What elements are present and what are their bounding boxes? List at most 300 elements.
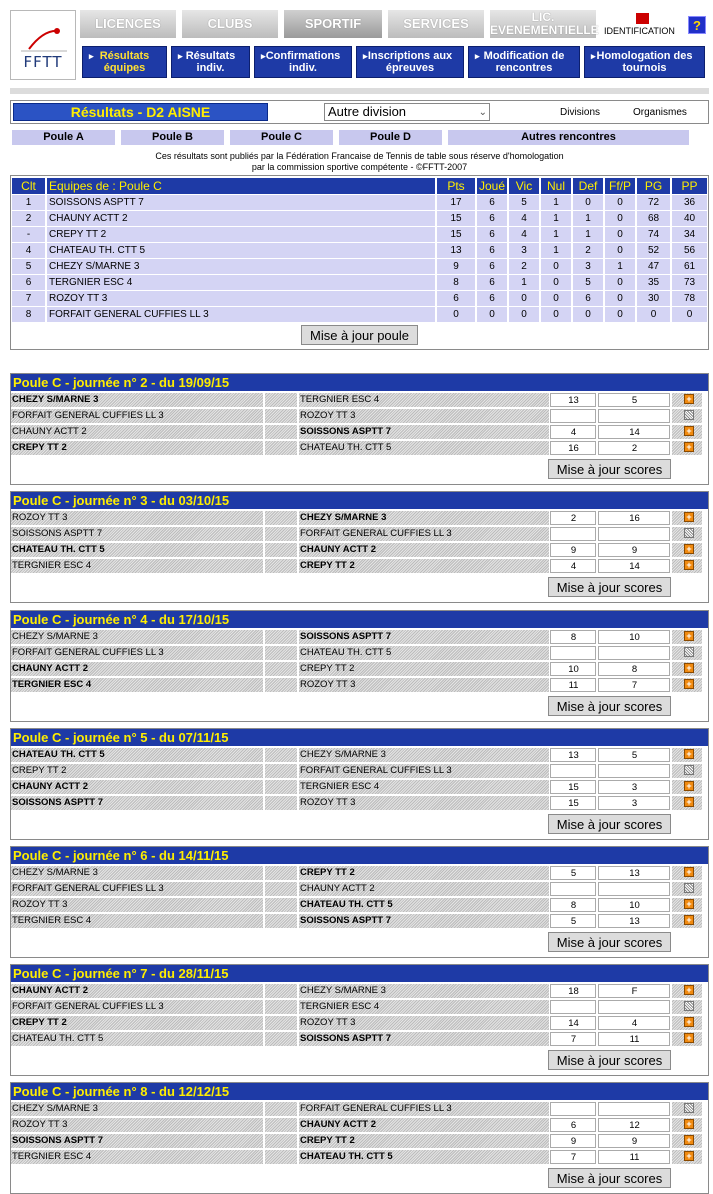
homologation-notice [10, 151, 709, 173]
division-bar [10, 100, 709, 124]
ranking-cell-points-lost: 36 [672, 195, 707, 210]
ranking-cell-played: 6 [477, 195, 507, 210]
ranking-cell-rank: 7 [12, 291, 45, 306]
match-detail-plus-icon[interactable]: + [684, 512, 694, 522]
match-detail-plus-icon[interactable]: + [684, 426, 694, 436]
journee-block [10, 964, 709, 1076]
journee-block [10, 728, 709, 840]
team-away: TERGNIER ESC 4 [299, 1000, 549, 1014]
tab-poule-a[interactable]: Poule A [12, 130, 115, 145]
row-spacer [265, 678, 297, 692]
no-detail-icon [684, 528, 694, 538]
journee-title: Poule C - journée n° 5 - du 07/11/15 [11, 729, 708, 746]
match-row [11, 1150, 708, 1165]
row-spacer [265, 630, 297, 644]
score-away: F [598, 984, 670, 998]
score-away [598, 646, 670, 660]
nav-clubs[interactable]: CLUBS [182, 10, 278, 38]
match-row [11, 511, 708, 526]
update-scores-button[interactable]: Mise à jour scores [548, 814, 671, 834]
match-row [11, 559, 708, 574]
subnav-confirmations-indiv[interactable]: ▸ Confirmations indiv. [254, 46, 352, 78]
match-detail-plus-icon[interactable]: + [684, 749, 694, 759]
score-home [550, 764, 596, 778]
header-divider [10, 88, 709, 94]
match-detail-plus-icon[interactable]: + [684, 985, 694, 995]
journee-title: Poule C - journée n° 2 - du 19/09/15 [11, 374, 708, 391]
team-home: ROZOY TT 3 [11, 511, 263, 525]
team-home: FORFAIT GENERAL CUFFIES LL 3 [11, 409, 263, 423]
match-row [11, 646, 708, 661]
match-detail-plus-icon[interactable]: + [684, 394, 694, 404]
score-home: 4 [550, 559, 596, 573]
ranking-cell-rank: 6 [12, 275, 45, 290]
score-home: 10 [550, 662, 596, 676]
ranking-cell-points: 15 [437, 211, 475, 226]
update-scores-button[interactable]: Mise à jour scores [548, 696, 671, 716]
nav-sportif[interactable]: SPORTIF [284, 10, 382, 38]
match-detail-plus-icon[interactable]: + [684, 781, 694, 791]
row-spacer [265, 796, 297, 810]
match-row [11, 662, 708, 677]
subnav-inscriptions-epreuves[interactable]: ▸ Inscriptions aux épreuves [356, 46, 464, 78]
score-home: 7 [550, 1032, 596, 1046]
match-detail-plus-icon[interactable]: + [684, 1033, 694, 1043]
row-spacer [265, 425, 297, 439]
team-away: SOISSONS ASPTT 7 [299, 914, 549, 928]
match-detail-plus-icon[interactable]: + [684, 797, 694, 807]
row-spacer [265, 1032, 297, 1046]
notice-line-2: par la commission sportive compétente - ©FFTT-2007 [251, 162, 468, 172]
ranking-cell-points-won: 30 [637, 291, 670, 306]
row-spacer [265, 1118, 297, 1132]
ranking-header-forfeits: Ff/P [605, 178, 635, 194]
update-scores-button[interactable]: Mise à jour scores [548, 1050, 671, 1070]
team-away: ROZOY TT 3 [299, 796, 549, 810]
team-home: SOISSONS ASPTT 7 [11, 1134, 263, 1148]
score-home: 13 [550, 393, 596, 407]
score-away: 10 [598, 898, 670, 912]
no-detail-icon [684, 1103, 694, 1113]
ranking-row [12, 227, 707, 242]
ranking-cell-wins: 4 [509, 211, 539, 226]
ranking-row [12, 291, 707, 306]
team-home: FORFAIT GENERAL CUFFIES LL 3 [11, 882, 263, 896]
ranking-header-points-lost: PP [672, 178, 707, 194]
ranking-cell-defeats: 0 [573, 195, 603, 210]
no-detail-icon [684, 647, 694, 657]
ranking-header-defeats: Def [573, 178, 603, 194]
ranking-row [12, 307, 707, 322]
fftt-logo[interactable] [10, 10, 76, 80]
score-away: 3 [598, 780, 670, 794]
row-spacer [265, 409, 297, 423]
team-home: CHEZY S/MARNE 3 [11, 630, 263, 644]
tab-autres-rencontres[interactable]: Autres rencontres [448, 130, 689, 145]
match-detail-plus-icon[interactable]: + [684, 1151, 694, 1161]
update-poule-button[interactable]: Mise à jour poule [301, 325, 418, 345]
ranking-cell-points-won: 74 [637, 227, 670, 242]
ranking-cell-points: 15 [437, 227, 475, 242]
match-detail-plus-icon[interactable]: + [684, 442, 694, 452]
ranking-cell-team: CHEZY S/MARNE 3 [47, 259, 435, 274]
ranking-cell-forfeits: 0 [605, 291, 635, 306]
ranking-cell-wins: 3 [509, 243, 539, 258]
match-row [11, 1102, 708, 1117]
score-home: 8 [550, 630, 596, 644]
match-row [11, 748, 708, 763]
ranking-cell-team: SOISSONS ASPTT 7 [47, 195, 435, 210]
ranking-cell-played: 6 [477, 227, 507, 242]
row-spacer [265, 914, 297, 928]
team-away: ROZOY TT 3 [299, 409, 549, 423]
subnav-resultats-indiv[interactable]: ▸ Résultats indiv. [171, 46, 250, 78]
row-spacer [265, 559, 297, 573]
journee-title: Poule C - journée n° 6 - du 14/11/15 [11, 847, 708, 864]
notice-line-1: Ces résultats sont publiés par la Fédération Francaise de Tennis de table sous réserve d'homologation [155, 151, 564, 161]
ranking-cell-wins: 4 [509, 227, 539, 242]
ranking-cell-team: FORFAIT GENERAL CUFFIES LL 3 [47, 307, 435, 322]
row-spacer [265, 780, 297, 794]
journee-title: Poule C - journée n° 7 - du 28/11/15 [11, 965, 708, 982]
update-scores-button[interactable]: Mise à jour scores [548, 932, 671, 952]
score-away: 11 [598, 1150, 670, 1164]
match-detail-plus-icon[interactable]: + [684, 679, 694, 689]
ranking-cell-defeats: 1 [573, 227, 603, 242]
ranking-cell-points-won: 52 [637, 243, 670, 258]
ranking-cell-rank: 4 [12, 243, 45, 258]
score-away: 14 [598, 425, 670, 439]
team-home: SOISSONS ASPTT 7 [11, 796, 263, 810]
team-home: CHATEAU TH. CTT 5 [11, 1032, 263, 1046]
subnav-homologation-tournois[interactable]: ▸ Homologation des tournois [584, 46, 705, 78]
ranking-cell-team: TERGNIER ESC 4 [47, 275, 435, 290]
nav-lic-evenementielle[interactable]: LIC. EVENEMENTIELLE [490, 10, 599, 37]
journee-block [10, 373, 709, 485]
row-spacer [265, 1134, 297, 1148]
match-detail-plus-icon[interactable]: + [684, 1017, 694, 1027]
score-home [550, 409, 596, 423]
team-home: CHEZY S/MARNE 3 [11, 393, 263, 407]
score-home: 13 [550, 748, 596, 762]
ranking-cell-wins: 1 [509, 275, 539, 290]
ranking-cell-points-won: 0 [637, 307, 670, 322]
row-spacer [265, 1150, 297, 1164]
score-home: 15 [550, 780, 596, 794]
ranking-cell-forfeits: 0 [605, 195, 635, 210]
score-away: 8 [598, 662, 670, 676]
team-away: TERGNIER ESC 4 [299, 780, 549, 794]
journee-block [10, 846, 709, 958]
ranking-cell-defeats: 0 [573, 307, 603, 322]
team-home: CREPY TT 2 [11, 441, 263, 455]
ranking-cell-played: 6 [477, 211, 507, 226]
ranking-cell-points: 17 [437, 195, 475, 210]
row-spacer [265, 748, 297, 762]
team-home: SOISSONS ASPTT 7 [11, 527, 263, 541]
ranking-cell-points-won: 47 [637, 259, 670, 274]
score-home: 6 [550, 1118, 596, 1132]
score-home: 4 [550, 425, 596, 439]
team-home: CHATEAU TH. CTT 5 [11, 748, 263, 762]
score-home: 14 [550, 1016, 596, 1030]
team-away: CHATEAU TH. CTT 5 [299, 646, 549, 660]
team-home: TERGNIER ESC 4 [11, 914, 263, 928]
row-spacer [265, 511, 297, 525]
match-row [11, 543, 708, 558]
ranking-cell-points-lost: 73 [672, 275, 707, 290]
team-away: CREPY TT 2 [299, 662, 549, 676]
team-away: FORFAIT GENERAL CUFFIES LL 3 [299, 527, 549, 541]
ranking-cell-defeats: 1 [573, 211, 603, 226]
match-row [11, 898, 708, 913]
match-row [11, 780, 708, 795]
ranking-cell-rank: - [12, 227, 45, 242]
team-home: CHAUNY ACTT 2 [11, 425, 263, 439]
team-away: ROZOY TT 3 [299, 1016, 549, 1030]
team-away: CREPY TT 2 [299, 1134, 549, 1148]
update-scores-button[interactable]: Mise à jour scores [548, 459, 671, 479]
ranking-cell-team: CREPY TT 2 [47, 227, 435, 242]
row-spacer [265, 984, 297, 998]
division-select-value: Autre division [328, 104, 407, 119]
ranking-cell-played: 6 [477, 259, 507, 274]
team-away: SOISSONS ASPTT 7 [299, 425, 549, 439]
ranking-cell-points: 0 [437, 307, 475, 322]
row-spacer [265, 1102, 297, 1116]
match-detail-plus-icon[interactable]: + [684, 899, 694, 909]
team-away: CHEZY S/MARNE 3 [299, 748, 549, 762]
team-away: CHAUNY ACTT 2 [299, 882, 549, 896]
match-row [11, 527, 708, 542]
score-away: 5 [598, 393, 670, 407]
score-away: 9 [598, 1134, 670, 1148]
divisions-link[interactable]: Divisions [560, 107, 601, 118]
ranking-cell-wins: 0 [509, 307, 539, 322]
nav-services[interactable]: SERVICES [388, 10, 484, 38]
ranking-cell-defeats: 6 [573, 291, 603, 306]
score-home: 15 [550, 796, 596, 810]
ranking-cell-wins: 5 [509, 195, 539, 210]
score-away [598, 527, 670, 541]
ranking-header-team: Equipes de : Poule C [47, 178, 435, 194]
identification-icon[interactable] [636, 13, 649, 24]
ranking-cell-forfeits: 0 [605, 211, 635, 226]
score-away: 13 [598, 914, 670, 928]
ranking-cell-points: 6 [437, 291, 475, 306]
match-detail-plus-icon[interactable]: + [684, 544, 694, 554]
row-spacer [265, 393, 297, 407]
ranking-cell-defeats: 3 [573, 259, 603, 274]
score-home: 16 [550, 441, 596, 455]
score-away: 10 [598, 630, 670, 644]
match-row [11, 425, 708, 440]
ranking-cell-played: 6 [477, 243, 507, 258]
tab-poule-d[interactable]: Poule D [339, 130, 442, 145]
ranking-cell-draws: 0 [541, 291, 571, 306]
ranking-header-points-won: PG [637, 178, 670, 194]
division-title: Résultats - D2 AISNE [13, 103, 268, 121]
ranking-cell-points-lost: 0 [672, 307, 707, 322]
nav-licences[interactable]: LICENCES [80, 10, 176, 38]
update-scores-button[interactable]: Mise à jour scores [548, 577, 671, 597]
ranking-cell-draws: 0 [541, 275, 571, 290]
journee-block [10, 610, 709, 722]
match-row [11, 1032, 708, 1047]
ranking-header-row [12, 178, 707, 193]
division-select[interactable] [324, 103, 490, 121]
ranking-row [12, 275, 707, 290]
score-away: 3 [598, 796, 670, 810]
team-away: FORFAIT GENERAL CUFFIES LL 3 [299, 1102, 549, 1116]
match-detail-plus-icon[interactable]: + [684, 663, 694, 673]
tab-poule-c[interactable]: Poule C [230, 130, 333, 145]
tab-poule-b[interactable]: Poule B [121, 130, 224, 145]
score-away: 13 [598, 866, 670, 880]
match-detail-plus-icon[interactable]: + [684, 560, 694, 570]
score-away: 16 [598, 511, 670, 525]
ranking-cell-team: CHAUNY ACTT 2 [47, 211, 435, 226]
no-detail-icon [684, 410, 694, 420]
team-home: CHAUNY ACTT 2 [11, 662, 263, 676]
team-away: FORFAIT GENERAL CUFFIES LL 3 [299, 764, 549, 778]
team-home: CHEZY S/MARNE 3 [11, 866, 263, 880]
team-away: CHAUNY ACTT 2 [299, 1118, 549, 1132]
organismes-link[interactable]: Organismes [633, 107, 687, 118]
team-away: CHAUNY ACTT 2 [299, 543, 549, 557]
team-away: TERGNIER ESC 4 [299, 393, 549, 407]
match-row [11, 678, 708, 693]
score-home: 7 [550, 1150, 596, 1164]
row-spacer [265, 543, 297, 557]
score-away: 14 [598, 559, 670, 573]
ranking-cell-defeats: 2 [573, 243, 603, 258]
team-home: TERGNIER ESC 4 [11, 678, 263, 692]
logo-text: FFTT [23, 53, 63, 71]
team-away: ROZOY TT 3 [299, 678, 549, 692]
journee-block [10, 491, 709, 603]
ranking-header-played: Joué [478, 179, 506, 193]
chevron-down-icon: ⌄ [478, 107, 487, 118]
team-home: CREPY TT 2 [11, 1016, 263, 1030]
ranking-row [12, 211, 707, 226]
score-away: 9 [598, 543, 670, 557]
ranking-row [12, 195, 707, 210]
ranking-row [12, 243, 707, 258]
ranking-header-draws: Nul [541, 178, 571, 194]
ranking-cell-wins: 2 [509, 259, 539, 274]
ranking-header-points: Pts [437, 178, 475, 194]
match-detail-plus-icon[interactable]: + [684, 867, 694, 877]
row-spacer [265, 1016, 297, 1030]
score-away [598, 764, 670, 778]
ranking-cell-defeats: 5 [573, 275, 603, 290]
ranking-cell-points-won: 68 [637, 211, 670, 226]
ranking-cell-forfeits: 0 [605, 307, 635, 322]
score-home: 8 [550, 898, 596, 912]
match-row [11, 1000, 708, 1015]
ranking-cell-rank: 1 [12, 195, 45, 210]
ranking-cell-points-won: 72 [637, 195, 670, 210]
ranking-cell-draws: 0 [541, 307, 571, 322]
ranking-cell-points-lost: 34 [672, 227, 707, 242]
team-away: CHATEAU TH. CTT 5 [299, 898, 549, 912]
match-detail-plus-icon[interactable]: + [684, 631, 694, 641]
row-spacer [265, 898, 297, 912]
match-row [11, 796, 708, 811]
ranking-cell-played: 6 [477, 275, 507, 290]
subnav-resultats-equipes[interactable]: ▸ Résultats équipes [82, 46, 167, 78]
row-spacer [265, 662, 297, 676]
team-home: ROZOY TT 3 [11, 898, 263, 912]
team-home: CHATEAU TH. CTT 5 [11, 543, 263, 557]
score-away: 7 [598, 678, 670, 692]
ranking-cell-forfeits: 0 [605, 227, 635, 242]
match-row [11, 441, 708, 456]
journee-block [10, 1082, 709, 1194]
score-away [598, 1102, 670, 1116]
subnav-modification-rencontres[interactable]: ▸ Modification de rencontres [468, 46, 580, 78]
ranking-cell-points-lost: 40 [672, 211, 707, 226]
row-spacer [265, 764, 297, 778]
ranking-cell-points-lost: 61 [672, 259, 707, 274]
help-icon[interactable]: ? [688, 16, 706, 34]
team-home: FORFAIT GENERAL CUFFIES LL 3 [11, 646, 263, 660]
identification-link[interactable]: IDENTIFICATION [604, 26, 675, 36]
ranking-header-rank: Clt [12, 178, 45, 194]
score-away [598, 882, 670, 896]
ranking-cell-points-lost: 56 [672, 243, 707, 258]
team-home: CHEZY S/MARNE 3 [11, 1102, 263, 1116]
score-home [550, 1102, 596, 1116]
ranking-cell-points: 13 [437, 243, 475, 258]
ranking-cell-rank: 8 [12, 307, 45, 322]
score-home [550, 646, 596, 660]
score-home: 5 [550, 914, 596, 928]
ranking-cell-team: ROZOY TT 3 [47, 291, 435, 306]
team-away: CHATEAU TH. CTT 5 [299, 1150, 549, 1164]
team-home: CHAUNY ACTT 2 [11, 984, 263, 998]
row-spacer [265, 646, 297, 660]
row-spacer [265, 441, 297, 455]
match-row [11, 393, 708, 408]
match-detail-plus-icon[interactable]: + [684, 1135, 694, 1145]
ranking-cell-team: CHATEAU TH. CTT 5 [47, 243, 435, 258]
ranking-cell-rank: 2 [12, 211, 45, 226]
ranking-cell-draws: 1 [541, 227, 571, 242]
team-home: TERGNIER ESC 4 [11, 559, 263, 573]
score-away: 5 [598, 748, 670, 762]
match-detail-plus-icon[interactable]: + [684, 1119, 694, 1129]
score-home: 9 [550, 543, 596, 557]
ranking-table [10, 175, 709, 350]
ranking-cell-played: 0 [477, 307, 507, 322]
ranking-cell-points: 8 [437, 275, 475, 290]
score-home: 18 [550, 984, 596, 998]
ranking-header-wins: Vic [509, 178, 539, 194]
match-detail-plus-icon[interactable]: + [684, 915, 694, 925]
match-row [11, 866, 708, 881]
ranking-cell-draws: 1 [541, 195, 571, 210]
team-home: ROZOY TT 3 [11, 1118, 263, 1132]
match-row [11, 1016, 708, 1031]
score-home [550, 882, 596, 896]
update-scores-button[interactable]: Mise à jour scores [548, 1168, 671, 1188]
score-away [598, 409, 670, 423]
row-spacer [265, 527, 297, 541]
score-home: 11 [550, 678, 596, 692]
row-spacer [265, 866, 297, 880]
